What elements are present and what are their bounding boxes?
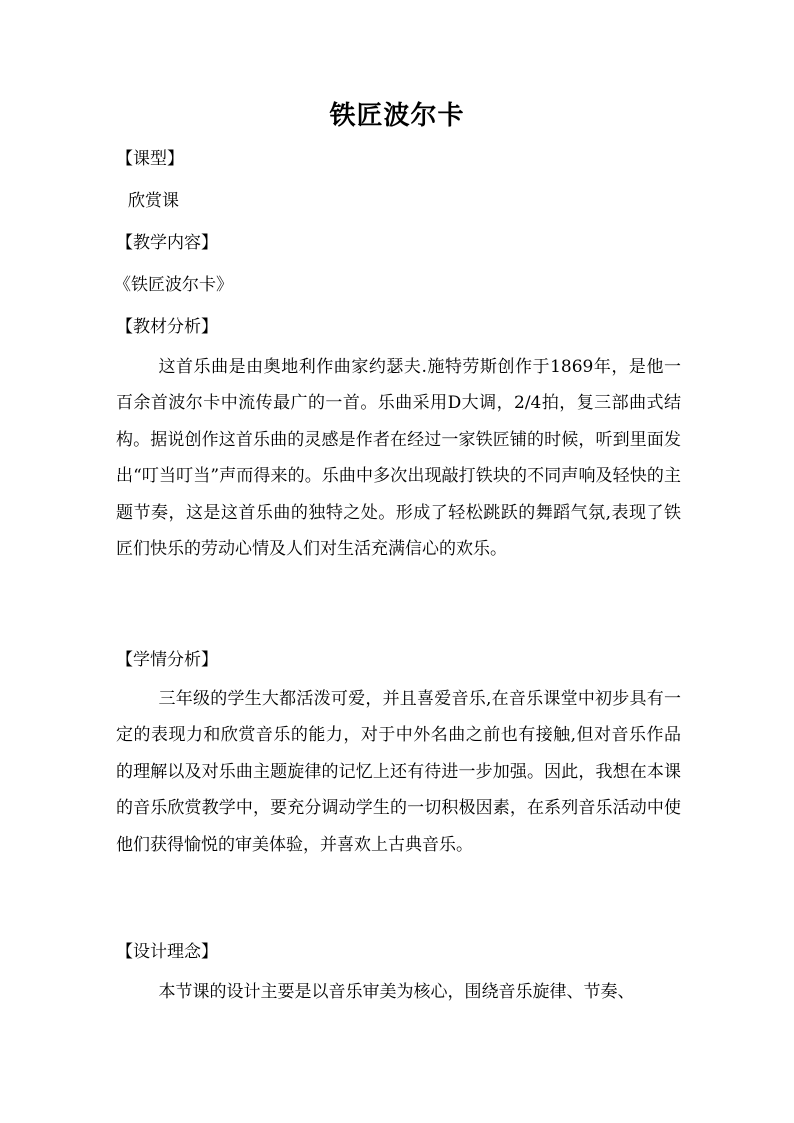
section-paragraph-material-analysis: 这首乐曲是由奥地利作曲家约瑟夫.施特劳斯创作于1869年，是他一百余首波尔卡中流传最广的一首。乐曲采用D大调，2/4拍，复三部曲式结构。据说创作这首乐曲的灵感是作者在经过一家铁匠铺的时候，听到里面发出“叮当叮当”声而得来的。乐曲中多次出现敲打铁块的不同声响及轻快的主题节奏，这是这首乐曲的独特之处。形成了轻松跳跃的舞蹈气氛,表现了铁匠们快乐的劳动心情及人们对生活充满信心的欢乐。 [116,357,681,560]
section-text-lesson-type: 欣赏课 [128,191,179,211]
document-title: 铁匠波尔卡 [329,101,465,131]
section-heading-teaching-content: 【教学内容】 [116,233,218,253]
section-heading-design-concept: 【设计理念】 [116,942,218,962]
section-text-teaching-content: 《铁匠波尔卡》 [114,275,233,295]
section-heading-lesson-type: 【课型】 [116,149,184,169]
section-heading-material-analysis: 【教材分析】 [116,317,218,337]
section-paragraph-student-analysis: 三年级的学生大都活泼可爱，并且喜爱音乐,在音乐课堂中初步具有一定的表现力和欣赏音乐的能力，对于中外名曲之前也有接触,但对音乐作品的理解以及对乐曲主题旋律的记忆上还有待进一步加强。因此，我想在本课的音乐欣赏教学中，要充分调动学生的一切积极因素，在系列音乐活动中使他们获得愉悦的审美体验，并喜欢上古典音乐。 [116,689,681,855]
section-heading-student-analysis: 【学情分析】 [116,650,218,670]
section-paragraph-design-concept: 本节课的设计主要是以音乐审美为核心，围绕音乐旋律、节奏、 [158,982,635,1002]
